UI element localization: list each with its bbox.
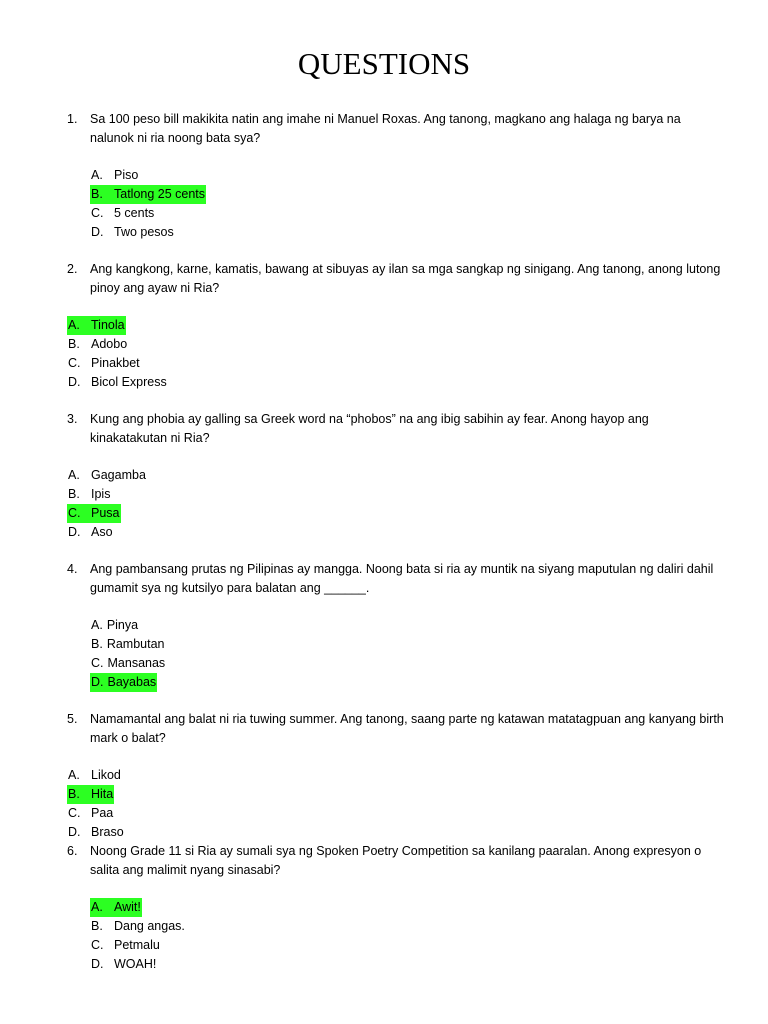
question-4 <box>67 560 727 598</box>
option-b: B. Adobo <box>68 337 128 351</box>
question-1 <box>67 110 727 148</box>
question-text: Noong Grade 11 si Ria ay sumali sya ng Spoken Poetry Competition sa kanilang paaralan. Anong expresyon o salita ang malimit nyang sinasabi? <box>90 844 702 877</box>
option-c: C. 5 cents <box>91 206 155 220</box>
question-number: 3. <box>67 412 78 426</box>
option-c: C. Petmalu <box>91 938 160 952</box>
question-text: Ang pambansang prutas ng Pilipinas ay mangga. Noong bata si ria ay muntik na siyang maputulan ng daliri dahil gumamit sya ng kutsilyo para balatan ang ______. <box>90 562 714 595</box>
question-text: Kung ang phobia ay galling sa Greek word na “phobos” na ang ibig sabihin ay fear. Anong hayop ang kinakatakutan ni Ria? <box>90 412 649 445</box>
question-number: 6. <box>67 844 78 858</box>
option-b: B. Dang angas. <box>91 919 185 933</box>
option-a: A. Tinola <box>67 316 168 335</box>
option-d: D. Braso <box>68 825 124 839</box>
question-3 <box>67 410 727 448</box>
option-a: A. Gagamba <box>68 468 146 482</box>
options-list-6 <box>90 898 186 974</box>
option-d: D. Bayabas <box>90 673 166 692</box>
question-5 <box>67 710 727 748</box>
question-6 <box>67 842 727 880</box>
question-number: 4. <box>67 562 78 576</box>
question-text: Namamantal ang balat ni ria tuwing summer. Ang tanong, saang parte ng katawan matatagpuan ang kanyang birth mark o balat? <box>90 712 724 745</box>
option-d: D. Two pesos <box>91 225 174 239</box>
options-list-3 <box>67 466 147 542</box>
option-a: A. Piso <box>91 168 139 182</box>
question-text: Sa 100 peso bill makikita natin ang imahe ni Manuel Roxas. Ang tanong, magkano ang halaga ng barya na nalunok ni ria noong bata sya? <box>90 112 681 145</box>
option-d: D. Aso <box>68 525 113 539</box>
option-d: D. WOAH! <box>91 957 157 971</box>
page-title: QUESTIONS <box>297 46 471 81</box>
option-b: B. Hita <box>67 785 125 804</box>
option-c: C. Pusa <box>67 504 147 523</box>
option-a: A. Likod <box>68 768 121 782</box>
options-list-1 <box>90 166 206 242</box>
options-list-5 <box>67 766 125 842</box>
question-number: 5. <box>67 712 78 726</box>
question-number: 1. <box>67 112 78 126</box>
option-c: C. Pinakbet <box>68 356 140 370</box>
option-b: B. Rambutan <box>91 637 165 651</box>
option-b: B. Tatlong 25 cents <box>90 185 206 204</box>
option-a: A. Pinya <box>91 618 139 632</box>
options-list-2 <box>67 316 168 392</box>
option-a: A. Awit! <box>90 898 186 917</box>
option-c: C. Mansanas <box>91 656 166 670</box>
option-b: B. Ipis <box>68 487 111 501</box>
option-d: D. Bicol Express <box>68 375 167 389</box>
option-c: C. Paa <box>68 806 114 820</box>
question-text: Ang kangkong, karne, kamatis, bawang at sibuyas ay ilan sa mga sangkap ng sinigang. Ang tanong, anong lutong pinoy ang ayaw ni Ria? <box>90 262 721 295</box>
options-list-4 <box>90 616 166 692</box>
question-number: 2. <box>67 262 78 276</box>
question-2 <box>67 260 727 298</box>
